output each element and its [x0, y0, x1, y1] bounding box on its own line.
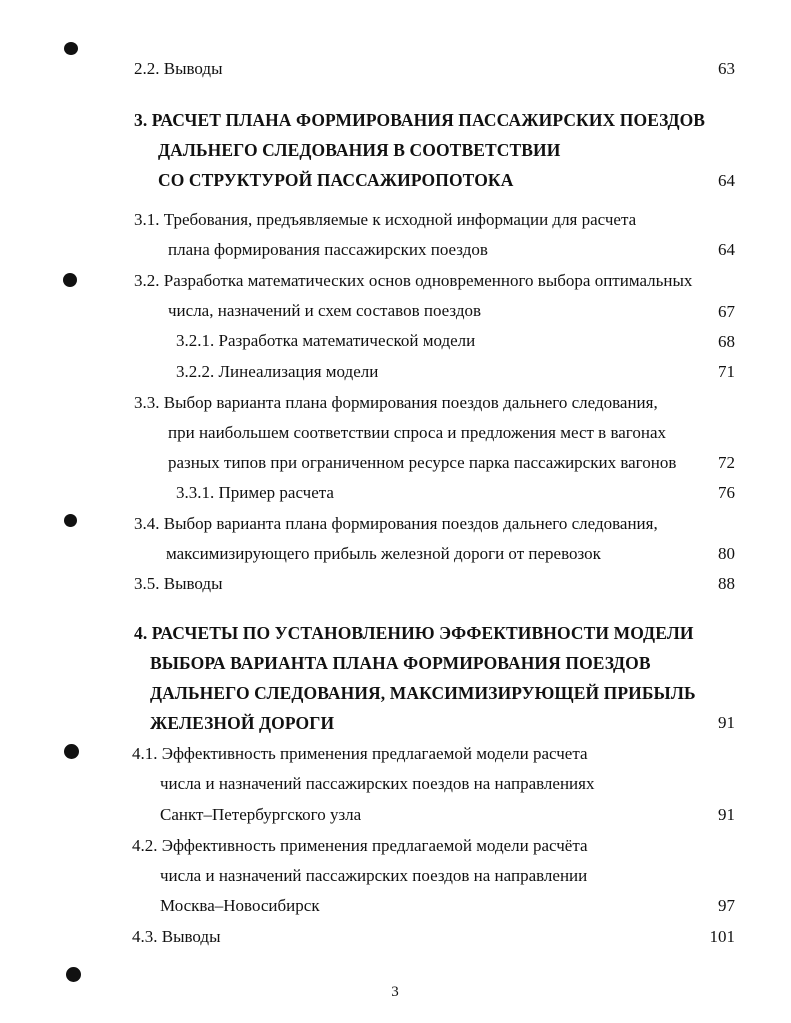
toc-line: 3.3.1. Пример расчета [176, 483, 334, 502]
toc-line: 3.2.2. Линеализация модели [176, 362, 379, 381]
toc-line: 3.1. Требования, предъявляемые к исходной информации для расчета [134, 210, 637, 229]
toc-line: числа, назначений и схем составов поездов [168, 301, 482, 320]
toc-line: Санкт–Петербургского узла [160, 805, 362, 824]
toc-page-number: 64 [718, 240, 735, 259]
page-number: 3 [391, 984, 399, 1000]
toc-line: числа и назначений пассажирских поездов на направлениях [160, 774, 595, 793]
toc-line: 4.3. Выводы [132, 927, 221, 946]
punch-hole-mark [64, 42, 78, 55]
toc-heading-line: ДАЛЬНЕГО СЛЕДОВАНИЯ, МАКСИМИЗИРУЮЩЕЙ ПРИБЫЛЬ [150, 683, 696, 703]
toc-line: 2.2. Выводы [134, 59, 223, 78]
toc-heading-line: 3. РАСЧЕТ ПЛАНА ФОРМИРОВАНИЯ ПАССАЖИРСКИХ ПОЕЗДОВ [134, 110, 706, 130]
toc-page-number: 88 [718, 574, 735, 593]
toc-page-number: 71 [718, 362, 735, 381]
toc-heading-line: ДАЛЬНЕГО СЛЕДОВАНИЯ В СООТВЕТСТВИИ [158, 140, 561, 160]
toc-line: максимизирующего прибыль железной дороги от перевозок [166, 544, 601, 563]
toc-line: плана формирования пассажирских поездов [168, 240, 488, 259]
toc-page-number: 76 [718, 483, 735, 502]
toc-page-number: 72 [718, 453, 735, 472]
toc-heading-line: ВЫБОРА ВАРИАНТА ПЛАНА ФОРМИРОВАНИЯ ПОЕЗДОВ [150, 653, 651, 673]
toc-page-number: 91 [718, 805, 735, 824]
punch-hole-mark [63, 273, 77, 287]
toc-line: разных типов при ограниченном ресурсе парка пассажирских вагонов [168, 453, 677, 472]
toc-heading-line: ЖЕЛЕЗНОЙ ДОРОГИ [150, 713, 335, 733]
toc-line: 3.5. Выводы [134, 574, 223, 593]
toc-heading-line: СО СТРУКТУРОЙ ПАССАЖИРОПОТОКА [158, 170, 514, 190]
toc-line: 4.1. Эффективность применения предлагаемой модели расчета [132, 744, 588, 763]
toc-page-number: 68 [718, 332, 735, 351]
toc-page-number: 67 [718, 302, 735, 321]
toc-line: 3.3. Выбор варианта плана формирования поездов дальнего следования, [134, 393, 658, 412]
toc-line: 3.2. Разработка математических основ одновременного выбора оптимальных [134, 271, 693, 290]
toc-line: Москва–Новосибирск [160, 896, 320, 915]
toc-line: 3.2.1. Разработка математической модели [176, 331, 476, 350]
punch-hole-mark [64, 744, 79, 759]
toc-line: числа и назначений пассажирских поездов на направлении [160, 866, 588, 885]
toc-line: 4.2. Эффективность применения предлагаемой модели расчёта [132, 836, 588, 855]
toc-line: 3.4. Выбор варианта плана формирования поездов дальнего следования, [134, 514, 658, 533]
toc-page-number: 97 [718, 896, 735, 915]
toc-page-number: 80 [718, 544, 735, 563]
toc-page-number: 91 [718, 713, 735, 732]
toc-page-number: 101 [709, 927, 735, 946]
toc-heading-line: 4. РАСЧЕТЫ ПО УСТАНОВЛЕНИЮ ЭФФЕКТИВНОСТИ МОДЕЛИ [134, 623, 694, 643]
punch-hole-mark [64, 514, 77, 527]
punch-hole-mark [66, 967, 81, 982]
toc-line: при наибольшем соответствии спроса и предложения мест в вагонах [168, 423, 666, 442]
toc-page-number: 63 [718, 59, 735, 78]
toc-page-number: 64 [718, 171, 735, 190]
